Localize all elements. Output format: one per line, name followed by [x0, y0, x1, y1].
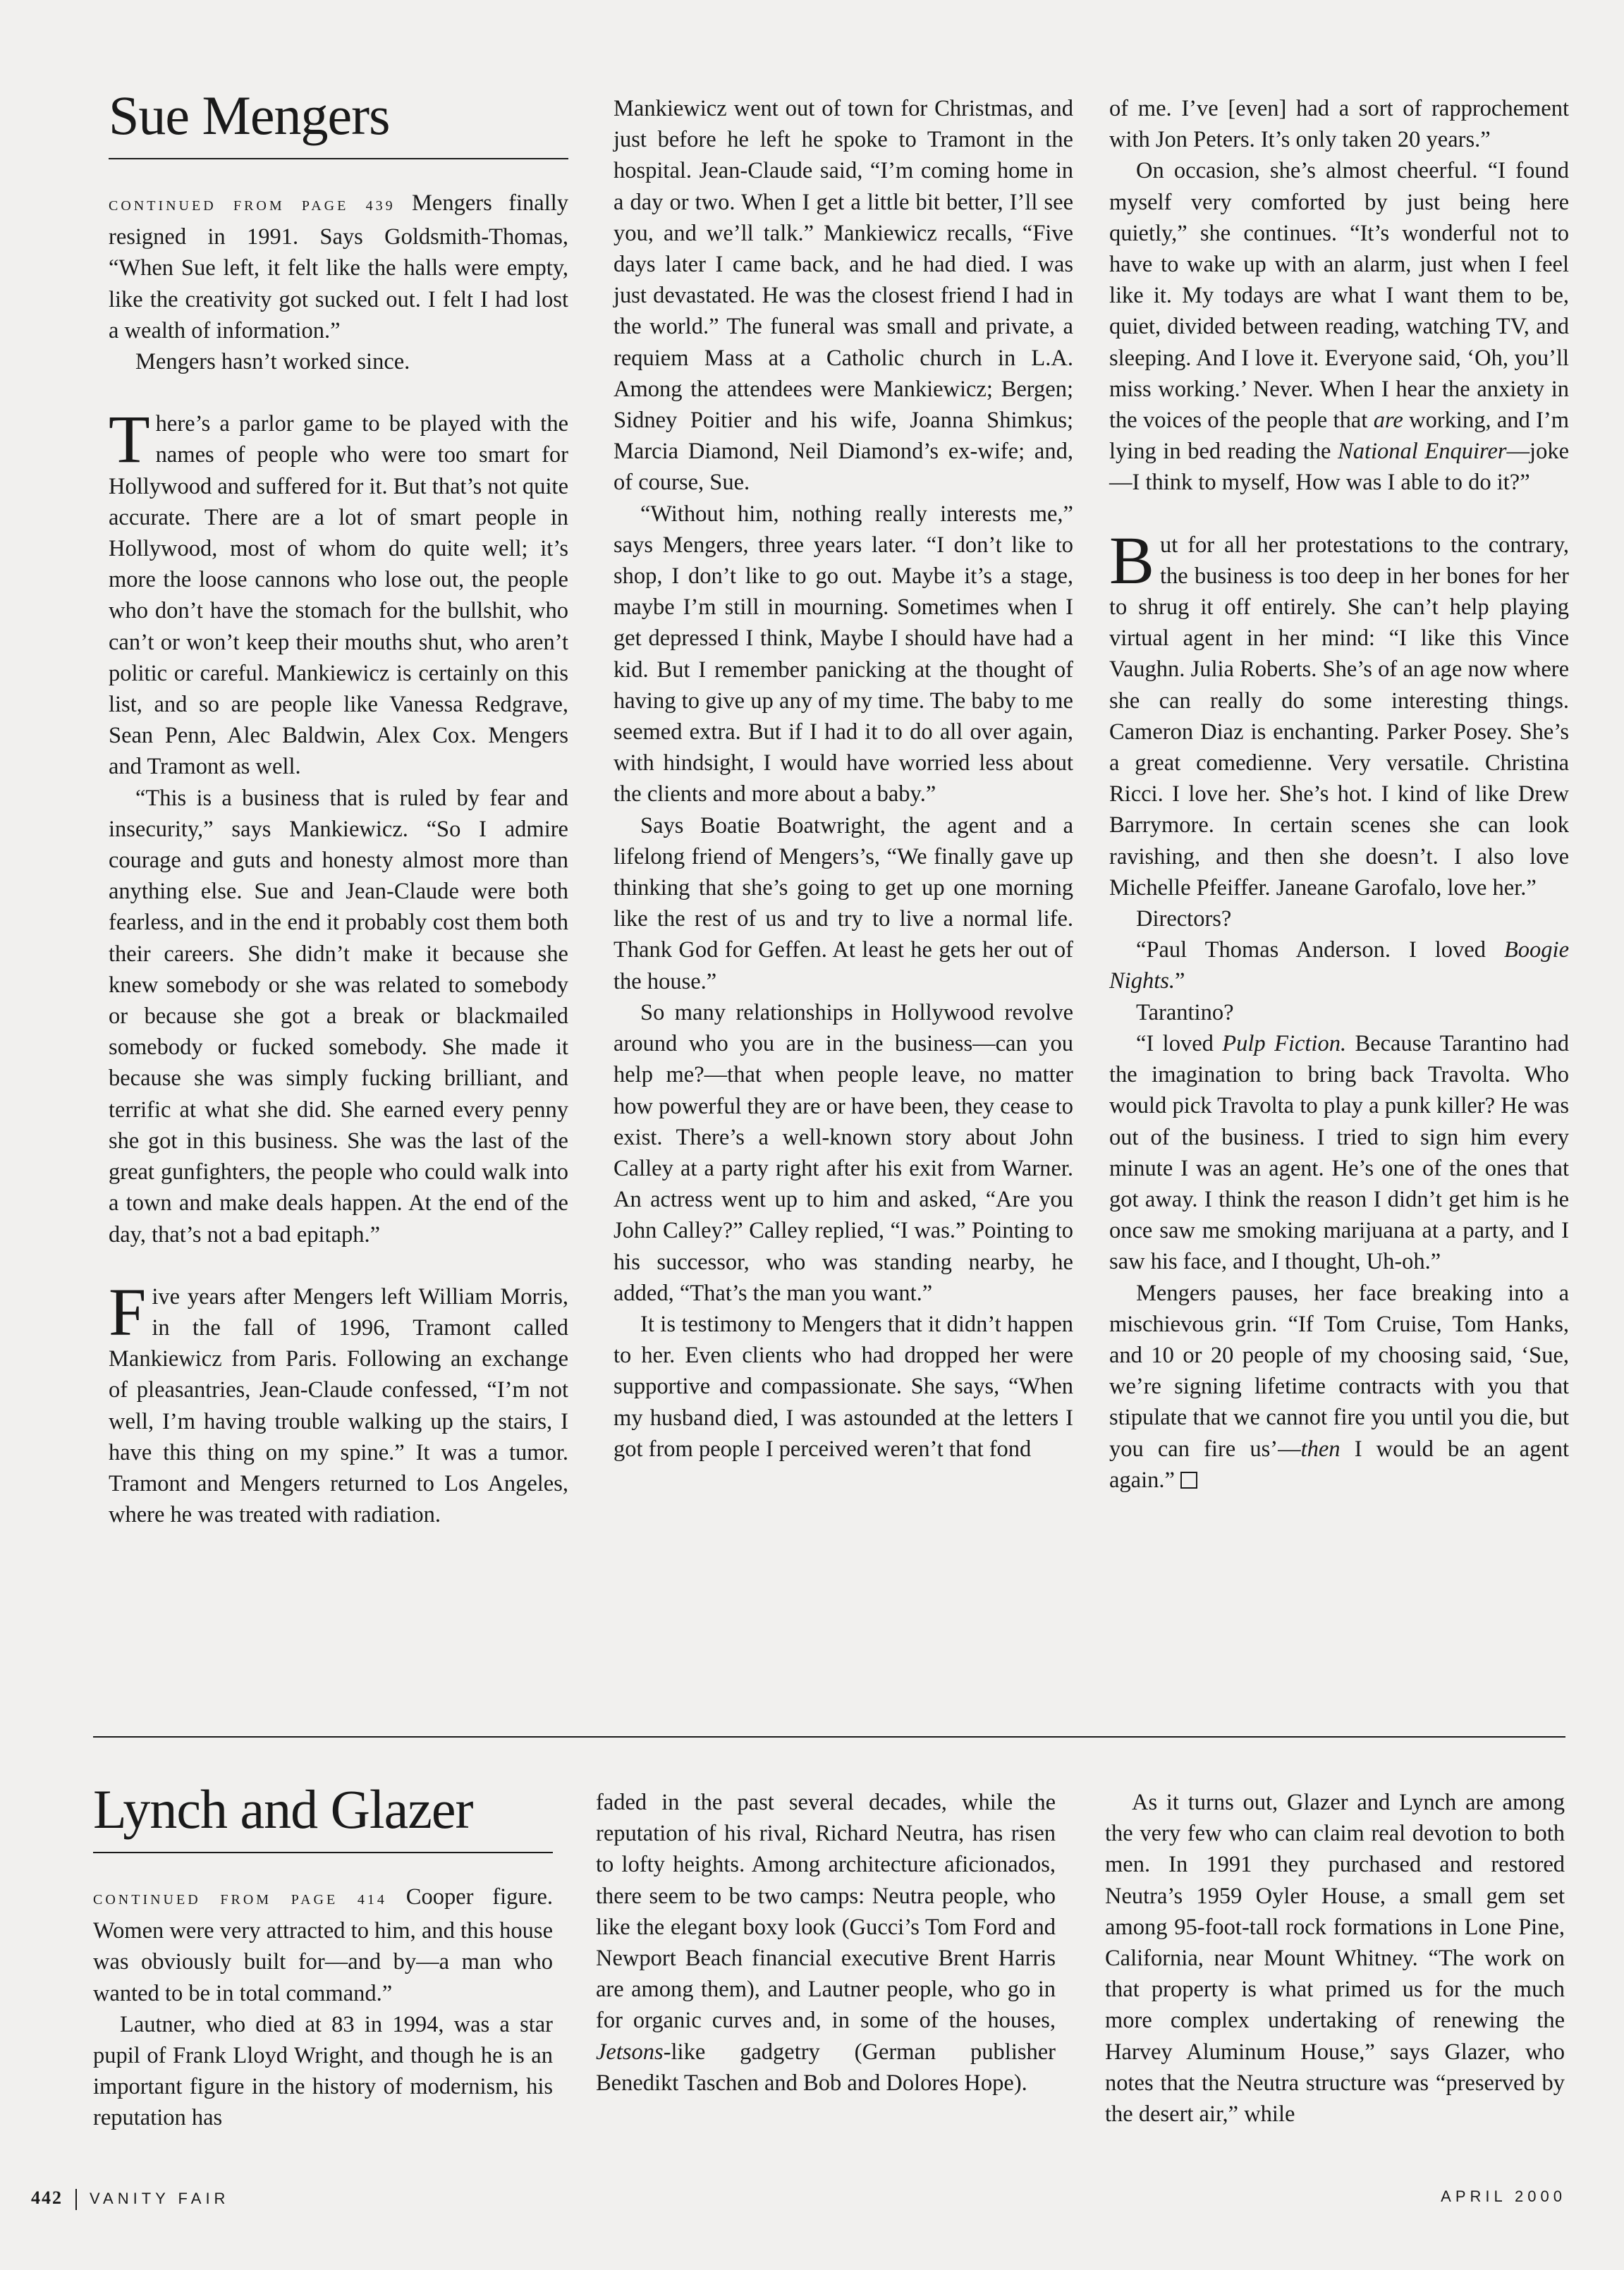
paragraph: Mankiewicz went out of town for Christmas, and just before he left he spoke to Tramont in the hospital. Jean-Claude said, “I’m coming home in a day or two. When I get a little bit better, I’ll see you, and we’ll talk.” Mankiewicz recalls, “Five days later I came back, and he had died. I was just devastated. He was the closest friend I had in the world.” The funeral was small and private, a requiem Mass at a Catholic church in L.A. Among the attendees were Mankiewicz; Bergen; Sidney Poitier and his wife, Joanna Shimkus; Marcia Diamond, Neil Diamond’s ex-wife; and, of course, Sue.: [613, 96, 1073, 496]
paragraph: There’s a parlor game to be played with the names of people who were too smart for Hollywood and suffered for it. But that’s not quite accurate. There are a lot of smart people in Hollywood, most of whom do quite well; it’s more the loose cannons who lose out, the people who don’t have the stomach for the bullshit, who can’t or won’t keep their mouths shut, who aren’t politic or careful. Mankiewicz is certainly on this list, and so are people like Vanessa Redgrave, Sean Penn, Alec Baldwin, Alex Cox. Mengers and Tramont as well.: [109, 401, 569, 780]
drop-cap: B: [1109, 522, 1155, 598]
paragraph: Lautner, who died at 83 in 1994, was a star pupil of Frank Lloyd Wright, and though he is an important figure in the history of modernism, his reputation has: [93, 2011, 553, 2131]
paragraph: CONTINUED FROM PAGE 414 Cooper figure. Women were very attracted to him, and this house was obviously built for—and by—a man who wanted to be in total command.”: [93, 1884, 554, 2006]
paragraph: So many relationships in Hollywood revolve around who you are in the business—can you help me?—that when people leave, no matter how powerful they are or have been, they cease to exist. There’s a well-known story about John Calley at a party right after his exit from Warner. An actress went up to him and asked, “Are you John Calley?” Calley replied, “I was.” Pointing to his successor, who was standing nearby, he added, “That’s the man you want.”: [613, 999, 1073, 1306]
article2-column-3: [1105, 1787, 1565, 2130]
paragraph: But for all her protestations to the contrary, the business is too deep in her bones for her to shrug it off entirely. She can’t help playing virtual agent in her mind: “I like this Vince Vaughn. Julia Roberts. She’s of an age now where she can really do some interesting things. Cameron Diaz is enchanting. Parker Posey. She’s a great comedienne. Very versatile. Christina Ricci. I love her. She’s hot. I kind of like Drew Barrymore. In certain scenes she can look ravishing, and then she doesn’t. I also love Michelle Pfeiffer. Janeane Garofalo, love her.”: [1109, 522, 1569, 901]
paragraph: of me. I’ve [even] had a sort of rapprochement with Jon Peters. It’s only taken 20 years.”: [1109, 96, 1569, 153]
article1-column-1: [109, 83, 568, 1530]
page-number: 442: [31, 2187, 63, 2208]
drop-cap: F: [109, 1274, 147, 1350]
paragraph: On occasion, she’s almost cheerful. “I found myself very comforted by just being here quietly,” she continues. “It’s wonderful not to have to wake up with an alarm, just when I feel like it. My todays are what I want them to be, quiet, divided between reading, watching TV, and sleeping. And I love it. Everyone said, ‘Oh, you’ll miss working.’ Never. When I hear the anxiety in the voices of the people that are working, and I’m lying in bed reading the National Enquirer—joke—I think to myself, How was I able to do it?”: [1109, 158, 1570, 496]
article2-heading: [93, 1777, 553, 1853]
paragraph: Tarantino?: [1136, 999, 1234, 1025]
paragraph: Directors?: [1136, 906, 1232, 932]
paragraph: faded in the past several decades, while the reputation of his rival, Richard Neutra, has risen to lofty heights. Among architecture aficionados, there seem to be two camps: Neutra people, who like the elegant boxy look (Gucci’s Tom Ford and Newport Beach financial executive Brent Harris are among them), and Lautner people, who go in for organic curves and, in some of the houses, Jetsons-like gadgetry (German publisher Benedikt Taschen and Bob and Dolores Hope).: [596, 1790, 1056, 2096]
issue-date: APRIL 2000: [1441, 2187, 1566, 2205]
magazine-name: VANITY FAIR: [90, 2190, 230, 2207]
article2-title: Lynch and Glazer: [93, 1777, 553, 1853]
article1-title: Sue Mengers: [109, 83, 568, 159]
drop-cap: T: [109, 401, 150, 477]
article2-column-2: [596, 1787, 1056, 2099]
paragraph: Mengers pauses, her face breaking into a mischievous grin. “If Tom Cruise, Tom Hanks, and 10 or 20 people of my choosing said, ‘Sue, we’re signing lifetime contracts with you that stipulate that we cannot fire you until you die, but you can fire us’—then I would be an agent again.”: [1109, 1280, 1570, 1493]
continued-from-label: CONTINUED FROM PAGE 439: [109, 198, 396, 214]
paragraph: “Without him, nothing really interests me,” says Mengers, three years later. “I don’t like to shop, I don’t like to go out. Maybe it’s a stage, maybe I’m still in mourning. Sometimes when I get depressed I think, Maybe I should have had a kid. But I remember panicking at the thought of having to give up any of my time. The baby to me seemed extra. But if I had it to do all over again, with hindsight, I would have worried less about the clients and more about a baby.”: [613, 501, 1073, 807]
paragraph: Five years after Mengers left William Morris, in the fall of 1996, Tramont called Mankiewicz from Paris. Following an exchange of pleasantries, Jean-Claude confessed, “I’m not well, I’m having trouble walking up the stairs, I have this thing on my spine.” It was a tumor. Tramont and Mengers returned to Los Angeles, where he was treated with radiation.: [109, 1274, 568, 1528]
article1-column-2: [613, 93, 1073, 1465]
end-mark-icon: [1180, 1472, 1197, 1489]
continued-from-label: CONTINUED FROM PAGE 414: [93, 1892, 387, 1908]
article1-column-3: [1109, 93, 1569, 1496]
paragraph: CONTINUED FROM PAGE 439 Mengers finally resigned in 1991. Says Goldsmith-Thomas, “When Sue left, it felt like the halls were empty, like the creativity got sucked out. I felt I had lost a wealth of information.”: [109, 190, 569, 343]
paragraph: “This is a business that is ruled by fear and insecurity,” says Mankiewicz. “So I admire courage and guts and honesty almost more than anything else. Sue and Jean-Claude were both fearless, and in the end it probably cost them both their careers. She didn’t make it because she knew somebody or she was related to somebody or because she got a break or blackmailed somebody or fucked somebody. She made it because she was simply fucking brilliant, and terrific at what she did. She earned every penny she got in this business. She was the last of the great gunfighters, the people who could walk into a town and make deals happen. At the end of the day, that’s not a bad epitaph.”: [109, 785, 568, 1247]
paragraph: Mengers hasn’t worked since.: [135, 349, 410, 375]
page-footer-left: [31, 2187, 229, 2210]
paragraph: “Paul Thomas Anderson. I loved Boogie Nights.”: [1109, 937, 1569, 994]
article-divider: [93, 1736, 1565, 1738]
paragraph: Says Boatie Boatwright, the agent and a lifelong friend of Mengers’s, “We finally gave up thinking that she’s going to get up one morning like the rest of us and try to live a normal life. Thank God for Geffen. At least he gets her out of the house.”: [613, 812, 1073, 994]
paragraph: “I loved Pulp Fiction. Because Tarantino had the imagination to bring back Travolta. Who would pick Travolta to play a punk killer? He was out of the business. I tried to sign him every minute I was an agent. He’s one of the ones that got away. I think the reason I didn’t get him is he once saw me smoking marijuana at a party, and I saw his face, and I thought, Uh-oh.”: [1109, 1030, 1570, 1275]
article1-heading: [109, 83, 568, 159]
paragraph: As it turns out, Glazer and Lynch are among the very few who can claim real devotion to both men. In 1991 they purchased and restored Neutra’s 1959 Oyler House, a small gem set among 95-foot-tall rock formations in Lone Pine, California, near Mount Whitney. “The work on that property is what primed us for the much more complex undertaking of renewing the Harvey Aluminum House,” says Glazer, who notes that the Neutra structure was “preserved by the desert air,” while: [1105, 1790, 1565, 2128]
article2-column-1: [93, 1777, 553, 2134]
footer-separator: [75, 2189, 77, 2210]
paragraph: It is testimony to Mengers that it didn’t happen to her. Even clients who had dropped her were supportive and compassionate. She says, “When my husband died, I was astounded at the letters I got from people I perceived weren’t that fond: [613, 1311, 1073, 1462]
